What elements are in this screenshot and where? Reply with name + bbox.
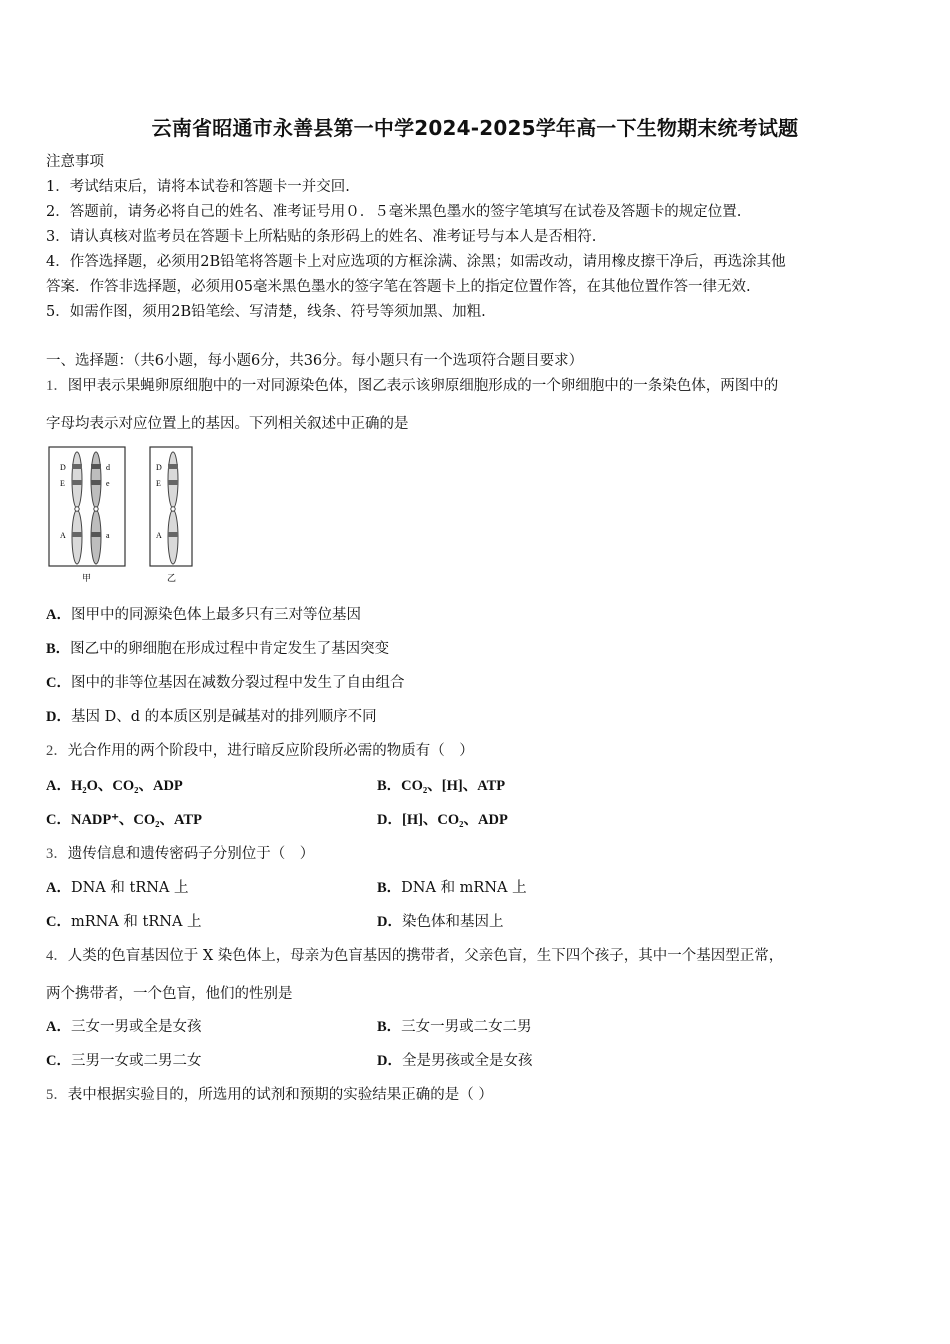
option-c: C．NADP⁺、CO₂、ATP	[46, 812, 202, 828]
gene-label: A	[60, 531, 66, 540]
question-1-cont: 字母均表示对应位置上的基因。下列相关叙述中正确的是	[46, 416, 409, 432]
question-number: 5．	[46, 1087, 68, 1103]
notice-item: 2．答题前，请务必将自己的姓名、准考证号用０．５毫米黑色墨水的签字笔填写在试卷及答题卡的规定位置.	[46, 204, 742, 220]
notice-heading: 注意事项	[46, 154, 104, 170]
question-number: 3．	[46, 846, 68, 862]
question-number: 4．	[46, 948, 68, 964]
gene-label: a	[106, 531, 110, 540]
option-d: D．基因 D、d 的本质区别是碱基对的排列顺序不同	[46, 709, 377, 725]
question-text: 人类的色盲基因位于 X 染色体上，母亲为色盲基因的携带者，父亲色盲，生下四个孩子，其中一个基因型正常，	[67, 948, 784, 964]
gene-label: e	[106, 479, 110, 488]
option-b: B．CO₂、[H]、ATP	[377, 778, 506, 794]
option-a: A．图甲中的同源染色体上最多只有三对等位基因	[46, 607, 361, 623]
question-4-cont: 两个携带者，一个色盲，他们的性别是	[46, 986, 293, 1002]
chromosome-yi	[168, 452, 178, 564]
figure-caption-yi: 乙	[167, 574, 177, 584]
question-1	[46, 376, 778, 396]
chromosome-figure	[46, 444, 206, 586]
question-text: 表中根据实验目的，所选用的试剂和预期的实验结果正确的是（ ）	[67, 1087, 493, 1103]
question-3	[46, 844, 314, 864]
page-title: 云南省昭通市永善县第一中学2024-2025学年高一下生物期末统考试题	[151, 116, 799, 140]
figure-caption-jia: 甲	[82, 574, 92, 584]
option-d: D．染色体和基因上	[377, 914, 504, 930]
question-text: 遗传信息和遗传密码子分别位于（ ）	[67, 846, 315, 862]
gene-label: D	[156, 463, 162, 472]
notice-item: 答案．作答非选择题，必须用05毫米黑色墨水的签字笔在答题卡上的指定位置作答，在其他位置作答一律无效.	[46, 279, 751, 295]
option-a: A．三女一男或全是女孩	[46, 1019, 202, 1035]
notice-item: 1．考试结束后，请将本试卷和答题卡一并交回.	[46, 179, 350, 195]
question-2	[46, 741, 474, 761]
question-text: 图甲表示果蝇卵原细胞中的一对同源染色体，图乙表示该卵原细胞形成的一个卵细胞中的一条染色体，两图中的	[67, 378, 779, 394]
question-number: 2．	[46, 743, 68, 759]
gene-label: A	[156, 531, 162, 540]
gene-label: E	[60, 479, 65, 488]
question-5	[46, 1085, 493, 1105]
option-a: A．H₂O、CO₂、ADP	[46, 778, 183, 794]
option-a: A．DNA 和 tRNA 上	[46, 880, 189, 896]
question-number: 1．	[46, 378, 68, 394]
option-d: D．[H]、CO₂、ADP	[377, 812, 508, 828]
gene-label: d	[106, 463, 110, 472]
chromosome-jia-left	[72, 452, 82, 564]
notice-item: 4．作答选择题，必须用2B铅笔将答题卡上对应选项的方框涂满、涂黑；如需改动，请用橡皮擦干净后，再选涂其他	[46, 254, 786, 270]
option-c: C．mRNA 和 tRNA 上	[46, 914, 202, 930]
option-b: B．三女一男或二女二男	[377, 1019, 532, 1035]
gene-label: D	[60, 463, 66, 472]
section-heading: 一、选择题：（共6小题，每小题6分，共36分。每小题只有一个选项符合题目要求）	[46, 353, 584, 369]
chromosome-jia-right	[91, 452, 101, 564]
option-d: D．全是男孩或全是女孩	[377, 1053, 533, 1069]
option-c: C．图中的非等位基因在减数分裂过程中发生了自由组合	[46, 675, 405, 691]
gene-label: E	[156, 479, 161, 488]
question-4	[46, 946, 783, 966]
notice-item: 3．请认真核对监考员在答题卡上所粘贴的条形码上的姓名、准考证号与本人是否相符.	[46, 229, 597, 245]
option-c: C．三男一女或二男二女	[46, 1053, 202, 1069]
option-b: B．图乙中的卵细胞在形成过程中肯定发生了基因突变	[46, 641, 390, 657]
question-text: 光合作用的两个阶段中，进行暗反应阶段所必需的物质有（ ）	[67, 743, 474, 759]
option-b: B．DNA 和 mRNA 上	[377, 880, 527, 896]
notice-item: 5．如需作图，须用2B铅笔绘、写清楚，线条、符号等须加黑、加粗.	[46, 304, 486, 320]
